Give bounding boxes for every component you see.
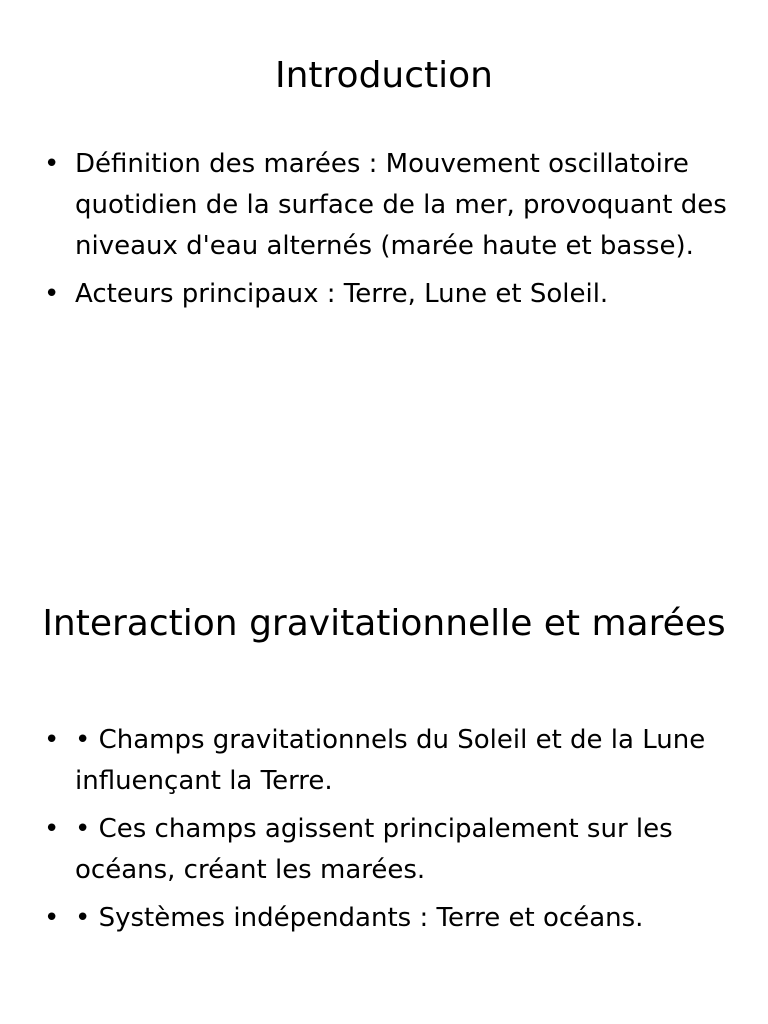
bullet-text: • Systèmes indépendants : Terre et océans. — [75, 903, 644, 933]
list-item — [40, 144, 730, 267]
bullet-text: Acteurs principaux : Terre, Lune et Soleil. — [75, 279, 609, 309]
bullet-icon: • — [44, 279, 60, 309]
bullet-icon: • — [44, 149, 60, 179]
bullet-text: Définition des marées : Mouvement oscillatoire quotidien de la surface de la mer, provoquant des niveaux d'eau alternés (marée haute et basse). — [75, 149, 727, 261]
slide-title: Interaction gravitationnelle et marées — [42, 603, 726, 644]
slide-title: Introduction — [274, 55, 493, 96]
bullet-icon: • — [44, 725, 60, 755]
list-item — [40, 809, 730, 891]
list-item — [40, 898, 730, 939]
bullet-text: • Champs gravitationnels du Soleil et de la Lune influençant la Terre. — [75, 725, 706, 796]
list-item — [40, 274, 730, 315]
bullet-list — [40, 720, 730, 946]
slide-interaction-gravitationnelle — [0, 512, 768, 1024]
list-item — [40, 720, 730, 802]
bullet-list — [40, 144, 730, 322]
bullet-icon: • — [44, 814, 60, 844]
bullet-text: • Ces champs agissent principalement sur les océans, créant les marées. — [75, 814, 673, 885]
bullet-icon: • — [44, 903, 60, 933]
